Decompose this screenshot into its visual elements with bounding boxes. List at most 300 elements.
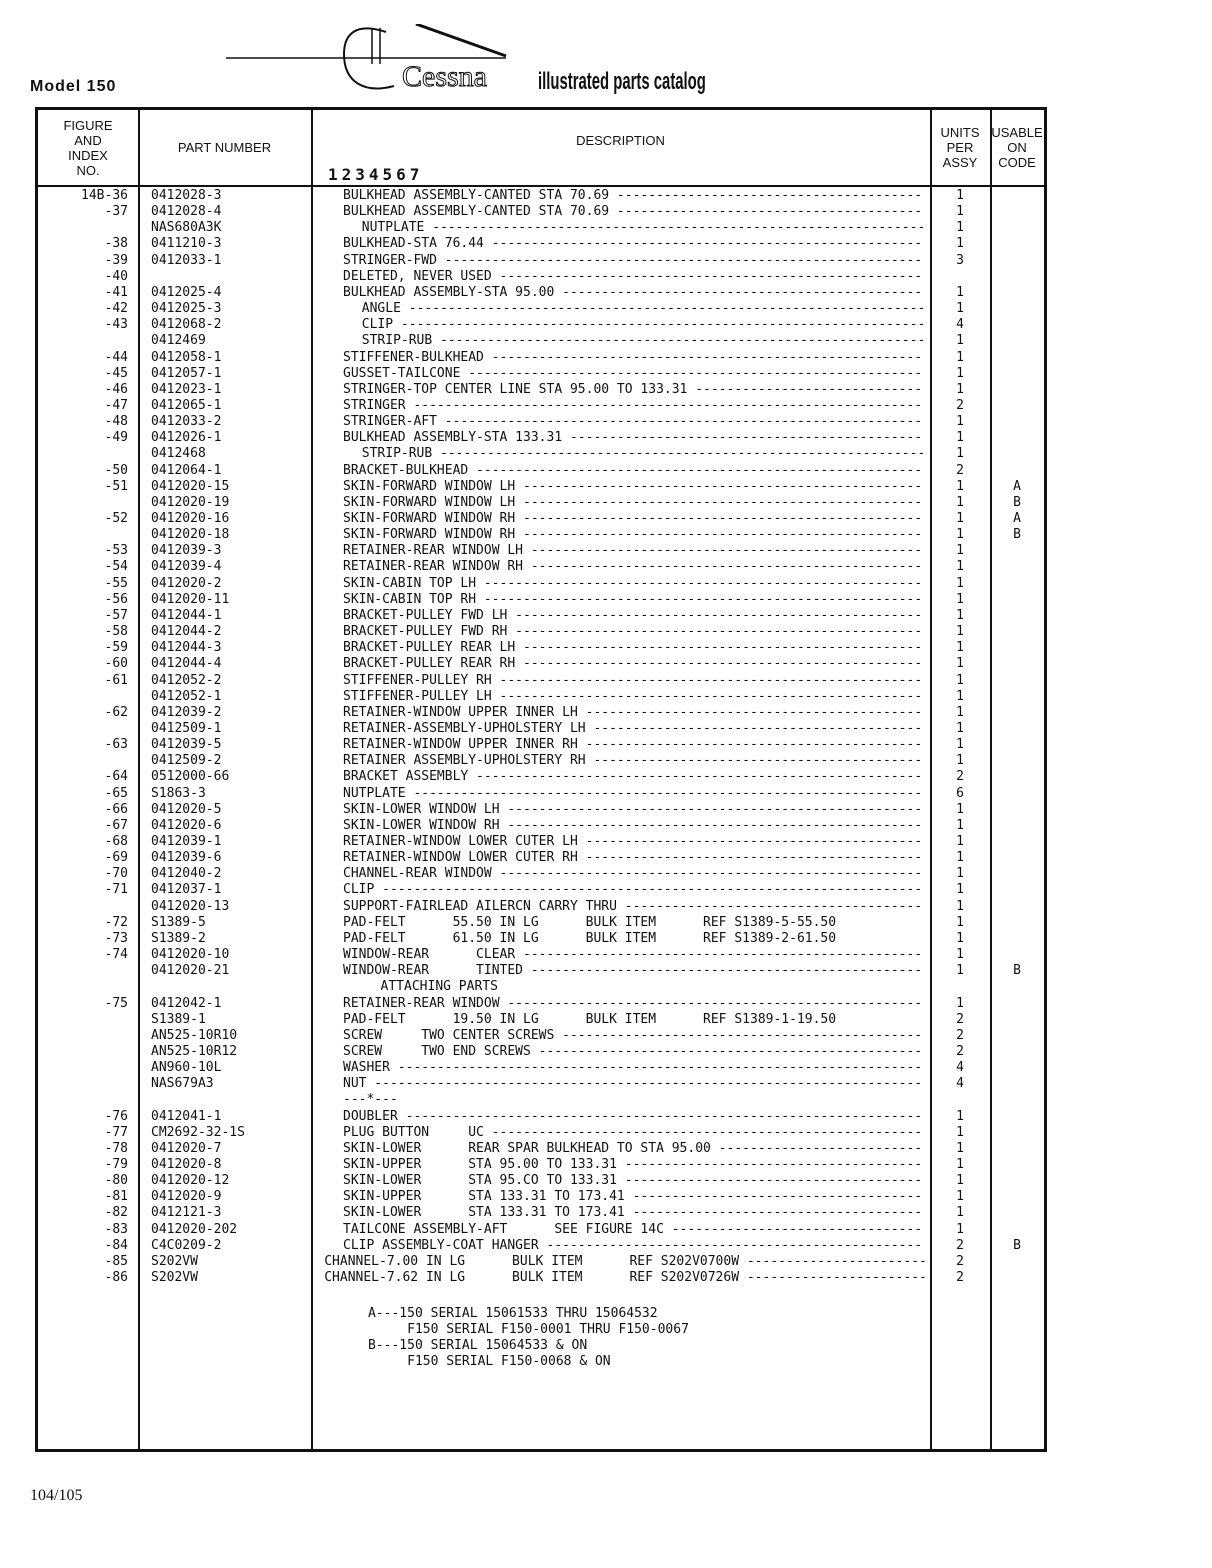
- header-rule: [38, 185, 1044, 187]
- part-number: NAS680A3K: [151, 220, 222, 236]
- table-row: [38, 1254, 1044, 1270]
- table-row: [38, 398, 1044, 414]
- table-row: [38, 850, 1044, 866]
- table-row: [38, 236, 1044, 252]
- part-number: 0412044-1: [151, 607, 222, 623]
- figure-index: -86: [104, 1270, 128, 1286]
- table-row: [38, 899, 1044, 915]
- units-per-assy: 1: [956, 446, 964, 462]
- description: BULKHEAD ASSEMBLY-CANTED STA 70.69 ---------------------------------------: [343, 204, 923, 220]
- part-number: 0412020-19: [151, 494, 230, 510]
- table-row: [38, 963, 1044, 979]
- figure-index: -53: [104, 543, 128, 559]
- part-number: 0412042-1: [151, 995, 222, 1011]
- units-per-assy: 2: [956, 1270, 964, 1286]
- description: RETAINER-REAR WINDOW -----------------------------------------------------: [343, 995, 923, 1011]
- part-number: 0412044-4: [151, 656, 222, 672]
- description: PAD-FELT 55.50 IN LG BULK ITEM REF S1389-5-55.50: [343, 914, 837, 930]
- note-line: F150 SERIAL F150-0068 & ON: [368, 1354, 611, 1369]
- table-row: [38, 317, 1044, 333]
- description: BULKHEAD ASSEMBLY-STA 133.31 ---------------------------------------------: [343, 430, 923, 446]
- table-row: [38, 1238, 1044, 1254]
- units-per-assy: 1: [956, 220, 964, 236]
- part-number: 0412121-3: [151, 1205, 222, 1221]
- units-per-assy: 1: [956, 284, 964, 300]
- table-row: [38, 1189, 1044, 1205]
- figure-index: -58: [104, 624, 128, 640]
- description: SKIN-UPPER STA 95.00 TO 133.31 --------------------------------------: [343, 1157, 923, 1172]
- description: STRINGER-AFT -------------------------------------------------------------: [343, 414, 923, 430]
- units-per-assy: 4: [956, 317, 964, 333]
- units-per-assy: 1: [956, 301, 964, 317]
- units-per-assy: 1: [956, 1108, 964, 1124]
- description: SKIN-LOWER WINDOW RH -----------------------------------------------------: [343, 817, 923, 833]
- part-number: 0412025-3: [151, 301, 222, 317]
- part-number: 0412065-1: [151, 397, 222, 413]
- part-number: S1389-2: [151, 930, 206, 946]
- description: RETAINER-REAR WINDOW RH --------------------------------------------------: [343, 559, 923, 575]
- brand-wordmark: Cessna: [402, 60, 487, 93]
- description: WINDOW-REAR TINTED --------------------------------------------------: [343, 963, 923, 979]
- description: CLIP -------------------------------------------------------------------: [361, 317, 926, 333]
- description: BULKHEAD-STA 76.44 -------------------------------------------------------: [343, 236, 923, 252]
- units-per-assy: 2: [956, 1253, 964, 1269]
- description: PAD-FELT 19.50 IN LG BULK ITEM REF S1389-1-19.50: [343, 1011, 837, 1027]
- part-number: S202VW: [151, 1270, 198, 1286]
- table-row: [38, 204, 1044, 220]
- table-row: [38, 495, 1044, 511]
- figure-index: -69: [104, 850, 128, 866]
- part-number: 0412023-1: [151, 381, 222, 397]
- figure-index: -51: [104, 478, 128, 494]
- units-per-assy: 1: [956, 430, 964, 446]
- table-row: [38, 414, 1044, 430]
- usable-code: A: [1013, 478, 1021, 494]
- table-row: [38, 1060, 1044, 1076]
- description: SKIN-FORWARD WINDOW LH ---------------------------------------------------: [343, 494, 923, 510]
- figure-index: -57: [104, 607, 128, 623]
- figure-index: -60: [104, 656, 128, 672]
- table-row: [38, 834, 1044, 850]
- units-per-assy: 1: [956, 478, 964, 494]
- part-number: S1389-1: [151, 1011, 206, 1027]
- description: BRACKET-PULLEY FWD LH ----------------------------------------------------: [343, 607, 923, 623]
- units-per-assy: 1: [956, 737, 964, 753]
- units-per-assy: 1: [956, 866, 964, 882]
- description: STRIP-RUB --------------------------------------------------------------: [361, 333, 926, 349]
- table-row: [38, 220, 1044, 236]
- description: RETAINER ASSEMBLY-UPHOLSTERY RH ------------------------------------------: [343, 753, 923, 769]
- units-per-assy: 1: [956, 414, 964, 430]
- description: SKIN-CABIN TOP LH --------------------------------------------------------: [343, 575, 923, 591]
- description: CHANNEL-7.62 IN LG BULK ITEM REF S202V0726W -----------------------: [324, 1270, 927, 1286]
- page-number: 104/105: [30, 1487, 83, 1504]
- units-per-assy: 3: [956, 252, 964, 268]
- table-row: [38, 301, 1044, 317]
- table-row: [38, 769, 1044, 785]
- part-number: 0412039-5: [151, 737, 222, 753]
- units-per-assy: 1: [956, 349, 964, 365]
- description: CLIP ---------------------------------------------------------------------: [343, 882, 923, 898]
- units-per-assy: 2: [956, 769, 964, 785]
- units-per-assy: 1: [956, 995, 964, 1011]
- table-row: [38, 576, 1044, 592]
- units-per-assy: 2: [956, 1027, 964, 1043]
- units-per-assy: 1: [956, 1189, 964, 1205]
- part-number: 0412020-18: [151, 527, 230, 543]
- part-number: 0411210-3: [151, 236, 222, 252]
- table-row: [38, 1205, 1044, 1221]
- table-row: [38, 1109, 1044, 1125]
- model-label: Model 150: [30, 78, 117, 95]
- table-row: [38, 1173, 1044, 1189]
- description: RETAINER-WINDOW UPPER INNER RH -------------------------------------------: [343, 737, 923, 753]
- part-number: 0412020-21: [151, 963, 230, 979]
- part-number: 0412039-3: [151, 543, 222, 559]
- table-row: [38, 882, 1044, 898]
- table-row: [38, 802, 1044, 818]
- description: NUTPLATE -----------------------------------------------------------------: [343, 785, 923, 801]
- table-row: [38, 931, 1044, 947]
- description: DOUBLER ------------------------------------------------------------------: [343, 1108, 923, 1124]
- figure-index: -66: [104, 801, 128, 817]
- units-per-assy: 1: [956, 930, 964, 946]
- figure-index: -63: [104, 737, 128, 753]
- usable-code: B: [1013, 963, 1021, 979]
- description: BRACKET-BULKHEAD ---------------------------------------------------------: [343, 462, 923, 478]
- table-row: [38, 253, 1044, 269]
- description: BULKHEAD ASSEMBLY-CANTED STA 70.69 ---------------------------------------: [343, 188, 923, 203]
- part-number: S202VW: [151, 1253, 198, 1269]
- table-row: [38, 753, 1044, 769]
- table-row: [38, 673, 1044, 689]
- figure-index: -48: [104, 414, 128, 430]
- table-row: [38, 463, 1044, 479]
- figure-index: -70: [104, 866, 128, 882]
- units-per-assy: 1: [956, 688, 964, 704]
- units-per-assy: 6: [956, 785, 964, 801]
- part-number: 0412026-1: [151, 430, 222, 446]
- units-per-assy: 1: [956, 914, 964, 930]
- units-per-assy: 4: [956, 1060, 964, 1076]
- figure-index: -84: [104, 1237, 128, 1253]
- figure-index: -85: [104, 1253, 128, 1269]
- description: BRACKET-PULLEY FWD RH ----------------------------------------------------: [343, 624, 923, 640]
- figure-index: -56: [104, 591, 128, 607]
- units-per-assy: 4: [956, 1076, 964, 1092]
- units-per-assy: 2: [956, 1237, 964, 1253]
- units-per-assy: 1: [956, 704, 964, 720]
- part-number: 0412020-6: [151, 817, 222, 833]
- units-per-assy: 1: [956, 333, 964, 349]
- units-per-assy: 1: [956, 898, 964, 914]
- description: NUTPLATE ---------------------------------------------------------------: [361, 220, 926, 236]
- units-per-assy: 1: [956, 559, 964, 575]
- part-number: 0412025-4: [151, 284, 222, 300]
- units-per-assy: 1: [956, 882, 964, 898]
- figure-index: -65: [104, 785, 128, 801]
- description: STIFFENER-PULLEY RH ------------------------------------------------------: [343, 672, 923, 688]
- figure-index: -39: [104, 252, 128, 268]
- part-number: 0412020-2: [151, 575, 222, 591]
- description: GUSSET-TAILCONE ----------------------------------------------------------: [343, 365, 923, 381]
- figure-index: -43: [104, 317, 128, 333]
- units-per-assy: 1: [956, 1205, 964, 1221]
- units-per-assy: 2: [956, 462, 964, 478]
- part-number: 0412052-2: [151, 672, 222, 688]
- description: STRIP-RUB --------------------------------------------------------------: [361, 446, 926, 462]
- figure-index: -72: [104, 914, 128, 930]
- part-number: S1389-5: [151, 914, 206, 930]
- figure-index: -79: [104, 1157, 128, 1172]
- units-per-assy: 1: [956, 365, 964, 381]
- table-row: [38, 269, 1044, 285]
- part-number: 0412468: [151, 446, 206, 462]
- table-row: [38, 1157, 1044, 1173]
- table-row: [38, 430, 1044, 446]
- units-per-assy: 1: [956, 543, 964, 559]
- part-number: 0412058-1: [151, 349, 222, 365]
- units-per-assy: 1: [956, 720, 964, 736]
- part-number: 0412028-4: [151, 204, 222, 220]
- part-number: 0412020-13: [151, 898, 230, 914]
- part-number: 0412039-4: [151, 559, 222, 575]
- figure-index: -64: [104, 769, 128, 785]
- units-per-assy: 1: [956, 753, 964, 769]
- figure-index: -71: [104, 882, 128, 898]
- description: RETAINER-WINDOW UPPER INNER LH -------------------------------------------: [343, 704, 923, 720]
- header-figure: FIGURE AND INDEX NO.: [63, 117, 113, 178]
- units-per-assy: 1: [956, 1157, 964, 1172]
- table-row: [38, 947, 1044, 963]
- description: SKIN-FORWARD WINDOW LH ---------------------------------------------------: [343, 478, 923, 494]
- figure-index: -47: [104, 397, 128, 413]
- units-per-assy: 1: [956, 1140, 964, 1156]
- units-per-assy: 1: [956, 204, 964, 220]
- figure-index: -78: [104, 1140, 128, 1156]
- units-per-assy: 1: [956, 817, 964, 833]
- figure-index: -82: [104, 1205, 128, 1221]
- cessna-logo: [226, 24, 526, 102]
- part-number: 0412020-7: [151, 1140, 222, 1156]
- units-per-assy: 1: [956, 236, 964, 252]
- part-number: CM2692-32-1S: [151, 1124, 245, 1140]
- part-number: 0412028-3: [151, 188, 222, 203]
- table-row: [38, 1092, 1044, 1108]
- description: SKIN-FORWARD WINDOW RH ---------------------------------------------------: [343, 511, 923, 526]
- description: CHANNEL-7.00 IN LG BULK ITEM REF S202V0700W -----------------------: [324, 1253, 927, 1269]
- part-number: AN525-10R12: [151, 1043, 238, 1059]
- description: WINDOW-REAR CLEAR ---------------------------------------------------: [343, 947, 923, 963]
- description: SKIN-LOWER WINDOW LH -----------------------------------------------------: [343, 801, 923, 817]
- description: BRACKET-PULLEY REAR RH ---------------------------------------------------: [343, 656, 923, 672]
- units-per-assy: 2: [956, 1043, 964, 1059]
- table-row: [38, 656, 1044, 672]
- figure-index: -59: [104, 640, 128, 656]
- table-row: [38, 640, 1044, 656]
- description: RETAINER-WINDOW LOWER CUTER LH -------------------------------------------: [343, 834, 923, 849]
- description: SKIN-FORWARD WINDOW RH ---------------------------------------------------: [343, 527, 923, 543]
- table-row: [38, 786, 1044, 802]
- figure-index: -74: [104, 947, 128, 963]
- part-number: NAS679A3: [151, 1076, 214, 1092]
- description: STRINGER -----------------------------------------------------------------: [343, 397, 923, 413]
- description: BRACKET ASSEMBLY ---------------------------------------------------------: [343, 769, 923, 785]
- description: SUPPORT-FAIRLEAD AILERCN CARRY THRU --------------------------------------: [343, 898, 923, 914]
- part-number: 0412033-1: [151, 252, 222, 268]
- table-row: [38, 866, 1044, 882]
- figure-index: -44: [104, 349, 128, 365]
- part-number: 0412020-12: [151, 1173, 230, 1189]
- table-row: [38, 1076, 1044, 1092]
- part-number: 0412020-8: [151, 1157, 222, 1172]
- units-per-assy: 1: [956, 527, 964, 543]
- table-row: [38, 979, 1044, 995]
- figure-index: -55: [104, 575, 128, 591]
- table-row: [38, 608, 1044, 624]
- figure-index: -52: [104, 511, 128, 526]
- figure-index: -73: [104, 930, 128, 946]
- description: ANGLE ------------------------------------------------------------------: [361, 301, 926, 317]
- figure-index: -68: [104, 834, 128, 849]
- table-row: [38, 624, 1044, 640]
- part-number: 0412020-15: [151, 478, 230, 494]
- part-number: 0412044-3: [151, 640, 222, 656]
- units-per-assy: 1: [956, 801, 964, 817]
- part-number: 0412469: [151, 333, 206, 349]
- part-number: 0412020-10: [151, 947, 230, 963]
- table-row: [38, 737, 1044, 753]
- units-per-assy: 1: [956, 591, 964, 607]
- description: NUT ----------------------------------------------------------------------: [343, 1076, 923, 1092]
- table-row: [38, 689, 1044, 705]
- units-per-assy: 1: [956, 656, 964, 672]
- description: RETAINER-WINDOW LOWER CUTER RH -------------------------------------------: [343, 850, 923, 866]
- figure-index: -62: [104, 704, 128, 720]
- catalog-title: illustrated parts catalog: [538, 68, 706, 95]
- part-number: 0412020-202: [151, 1221, 238, 1237]
- table-row: [38, 188, 1044, 204]
- units-per-assy: 2: [956, 397, 964, 413]
- description: CLIP ASSEMBLY-COAT HANGER ------------------------------------------------: [343, 1237, 923, 1253]
- description: STRINGER-TOP CENTER LINE STA 95.00 TO 133.31 -----------------------------: [343, 381, 923, 397]
- part-number: 0412057-1: [151, 365, 222, 381]
- units-per-assy: 1: [956, 511, 964, 526]
- description: SKIN-UPPER STA 133.31 TO 173.41 -------------------------------------: [343, 1189, 923, 1205]
- part-number: 0412020-11: [151, 591, 230, 607]
- figure-index: -77: [104, 1124, 128, 1140]
- note-line: F150 SERIAL F150-0001 THRU F150-0067: [368, 1322, 689, 1337]
- figure-index: 14B-36: [81, 188, 128, 203]
- note-line: A---150 SERIAL 15061533 THRU 15064532: [368, 1306, 658, 1321]
- description: SKIN-LOWER STA 133.31 TO 173.41 -------------------------------------: [343, 1205, 923, 1221]
- description: STRINGER-FWD -------------------------------------------------------------: [343, 252, 923, 268]
- units-per-assy: 1: [956, 834, 964, 849]
- description: SCREW TWO CENTER SCREWS ----------------------------------------------: [343, 1027, 923, 1043]
- usable-code: B: [1013, 1237, 1021, 1253]
- units-per-assy: 1: [956, 947, 964, 963]
- table-row: [38, 382, 1044, 398]
- part-number: 0412039-6: [151, 850, 222, 866]
- figure-index: -46: [104, 381, 128, 397]
- figure-index: -76: [104, 1108, 128, 1124]
- figure-index: -42: [104, 301, 128, 317]
- part-number: 0412040-2: [151, 866, 222, 882]
- part-number: 0412052-1: [151, 688, 222, 704]
- description: WASHER -------------------------------------------------------------------: [343, 1060, 923, 1076]
- units-per-assy: 1: [956, 850, 964, 866]
- description: SCREW TWO END SCREWS -------------------------------------------------: [343, 1043, 923, 1059]
- table-row: [38, 511, 1044, 527]
- usable-code-notes: [368, 1306, 689, 1370]
- description: BULKHEAD ASSEMBLY-STA 95.00 ----------------------------------------------: [343, 284, 923, 300]
- units-per-assy: 1: [956, 381, 964, 397]
- figure-index: -45: [104, 365, 128, 381]
- figure-index: -83: [104, 1221, 128, 1237]
- figure-index: -41: [104, 284, 128, 300]
- table-row: [38, 592, 1044, 608]
- units-per-assy: 1: [956, 624, 964, 640]
- part-number: 0412068-2: [151, 317, 222, 333]
- part-number: 0412044-2: [151, 624, 222, 640]
- table-row: [38, 350, 1044, 366]
- table-row: [38, 721, 1044, 737]
- part-number: 0412509-2: [151, 753, 222, 769]
- description: DELETED, NEVER USED ------------------------------------------------------: [343, 268, 923, 284]
- units-per-assy: 1: [956, 607, 964, 623]
- header-units: UNITS PER ASSY: [940, 125, 980, 170]
- table-row: [38, 366, 1044, 382]
- table-row: [38, 527, 1044, 543]
- units-per-assy: 1: [956, 963, 964, 979]
- description: ---*---: [343, 1092, 398, 1108]
- figure-index: -80: [104, 1173, 128, 1189]
- header-description: DESCRIPTION: [576, 132, 665, 148]
- description: RETAINER-ASSEMBLY-UPHOLSTERY LH ------------------------------------------: [343, 720, 923, 736]
- part-number: 0412037-1: [151, 882, 222, 898]
- table-row: [38, 1270, 1044, 1286]
- units-per-assy: 2: [956, 1011, 964, 1027]
- description: RETAINER-REAR WINDOW LH --------------------------------------------------: [343, 543, 923, 559]
- table-row: [38, 543, 1044, 559]
- usable-code: A: [1013, 511, 1021, 526]
- part-number: 0412039-1: [151, 834, 222, 849]
- figure-index: -38: [104, 236, 128, 252]
- note-line: B---150 SERIAL 15064533 & ON: [368, 1338, 588, 1353]
- parts-table: [35, 107, 1047, 1452]
- figure-index: -40: [104, 268, 128, 284]
- figure-index: -37: [104, 204, 128, 220]
- part-number: 0412033-2: [151, 414, 222, 430]
- figure-index: -50: [104, 462, 128, 478]
- units-per-assy: 1: [956, 672, 964, 688]
- figure-index: -67: [104, 817, 128, 833]
- table-row: [38, 705, 1044, 721]
- part-number: AN525-10R10: [151, 1027, 238, 1043]
- description: TAILCONE ASSEMBLY-AFT SEE FIGURE 14C --------------------------------: [343, 1221, 923, 1237]
- table-row: [38, 559, 1044, 575]
- table-row: [38, 1125, 1044, 1141]
- table-row: [38, 333, 1044, 349]
- description: SKIN-LOWER STA 95.CO TO 133.31 --------------------------------------: [343, 1173, 923, 1189]
- description: STIFFENER-BULKHEAD -------------------------------------------------------: [343, 349, 923, 365]
- description: STIFFENER-PULLEY LH ------------------------------------------------------: [343, 688, 923, 704]
- part-number: 0412064-1: [151, 462, 222, 478]
- description: BRACKET-PULLEY REAR LH ---------------------------------------------------: [343, 640, 923, 656]
- description: CHANNEL-REAR WINDOW ------------------------------------------------------: [343, 866, 923, 882]
- part-number: 0412020-9: [151, 1189, 222, 1205]
- part-number: 0412041-1: [151, 1108, 222, 1124]
